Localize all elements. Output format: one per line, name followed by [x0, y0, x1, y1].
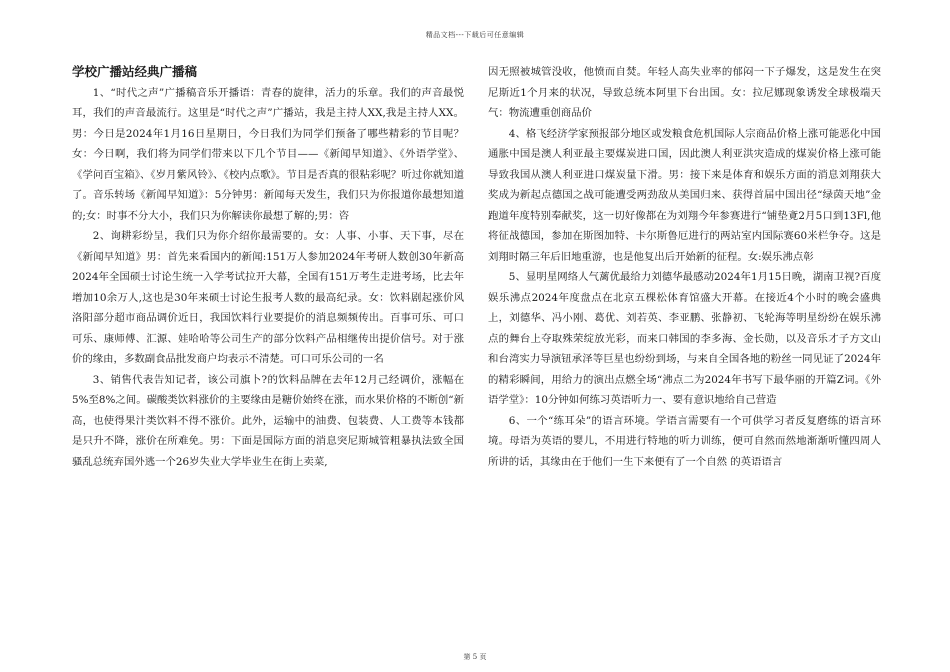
paragraph-1: 1、“时代之声”广播稿音乐开播语：青春的旋律，活力的乐章。我们的声音最悦耳，我们的声音最流行。这里是“时代之声”广播站，我是主持人XX,我是主持人XX。男：今日是2024年1月16日星期日，今日我们为同学们预备了哪些精彩的节目呢？女：今日啊，我们将为同学们带来以下几个节目——《新闻早知道》、《外语学堂》、《学问百宝箱》、《岁月紫风铃》、《校内点歌》。节目是否真的很粘彩呢？听过你就知道了。音乐转场《新闻早知道》：5分钟男：新闻每天发生，我们只为你报道你最想知道的;女：时事不分大小，我们只为你解读你最想了解的;男：咨	[72, 86, 464, 222]
paragraph-3: 3、销售代表告知记者，该公司旗卜?的饮料品牌在去年12月己经调价，涨幅在5%至8%之间。碳酸类饮料涨价的主要缘由是糖价始终在涨，而水果价格的不断创“新高，也使得果汁类饮料不得不涨价。此外，运输中的油费、包装费、人工费等本钱都是只升不降，涨价在所难免。男：下面是国际方面的消息突尼斯城管粗暴执法致全国骚乱总统弃国外逃一个26岁失业大学毕业生在街上卖菜,	[72, 373, 464, 468]
paragraph-3-continued: 因无照被城管没收，他愤而自焚。年轻人高失业率的郁闷一下子爆发，这是发生在突尼斯近1个月来的状况，导致总统本阿里下台出国。女：拉尼娜现象诱发全球极端天气：物流遭重创商品价	[488, 66, 881, 119]
paragraph-6: 6、一个“练耳朵”的语言环境。学语言需要有一个可供学习者反复磨练的语言环境。母语为英语的婴儿，不用进行特地的听力训练，便可自然而然地渐渐听懂四周人所讲的话，其缘由在于他们一生下来便有了一个自然 的英语语言	[488, 414, 881, 468]
paragraph-5: 5、显明星网络人气蓠优最给力刘德华最感动2024年1月15日晚，湖南卫视?百度娱乐沸点2024年度盘点在北京五棵松体育馆盛大开幕。在接近4个小时的晚会盛典上，刘德华、冯小刚、葛优、刘若英、李亚鹏、张静初、飞轮海等明星纷纷在娱乐沸点的舞台上夺取殊荣绽放光彩，而来口韩国的李多海、金长勋，以及音乐才子方文山和台湾实力导演钮承泽等巨星也纷纷到场，与来自全国各地的粉丝一同见证了2024年的精彩瞬间，用给力的演出点燃全场“沸点二为2024年书写下最华丽的开篇Z词。《外语学堂》：10分钟如何练习英语听力一、要有意识地给自己营造	[488, 271, 881, 406]
left-column	[72, 62, 464, 472]
header-note: 精品文档---下载后可任意编辑	[425, 31, 525, 39]
paragraph-2: 2、询耕彩纷呈，我们只为你介绍你最需要的。女：人事、小事、天下事，尽在《新闻早知道》男：首先来看国内的新闻:151万人参加2024年考研人数创30年新高2024年全国硕士讨论生统一入学考试拉开大幕，全国有151万考生走进考场，比去年增加10余万人,这也是30年来硕士讨论生报考人数的最高纪录。女：饮料剧起涨价风洛阳部分超市商品调价近日，我国饮料行业要提价的消息频频传出。百事可乐、可口可乐、康师傅、汇源、娃哈哈等公司生产的部分饮料产品相继传出提价信号。对于涨价的缘由，多数副食品批发商户均表示不清楚。可口可乐公司的一名	[72, 230, 464, 365]
paragraph-4: 4、格飞经济学家预报部分地区或发粮食危机国际人宗商品价格上涨可能恶化中国通胀中国是澳人利亚最主要煤炭进口国，因此澳人利亚洪灾造成的煤炭价格上涨可能导致我国从澳人利亚进口煤炭量下滑。男：接下来是体育和娱乐方面的消息刘翔获大奖成为新起点德国之战可能遭受两劲敌从美国归来、获得首届中国出径“绿茵天地”金跑道年度特别奉献奖，这一切好像都在为刘翔今年参赛进行“铺垫斍2月5口到13Fl,他将征战德国，参加在斯图加特、卡尔斯鲁厄进行的两站室内国际赛60米栏争夺。这是刘翔时隔三年后旧地重游，也是他复出后开始新的征程。女:娱乐沸点彰	[488, 127, 881, 263]
right-column	[488, 62, 881, 472]
page-number: 第 5 页	[463, 653, 487, 661]
document-title: 学校广播站经典广播稿	[72, 64, 198, 79]
